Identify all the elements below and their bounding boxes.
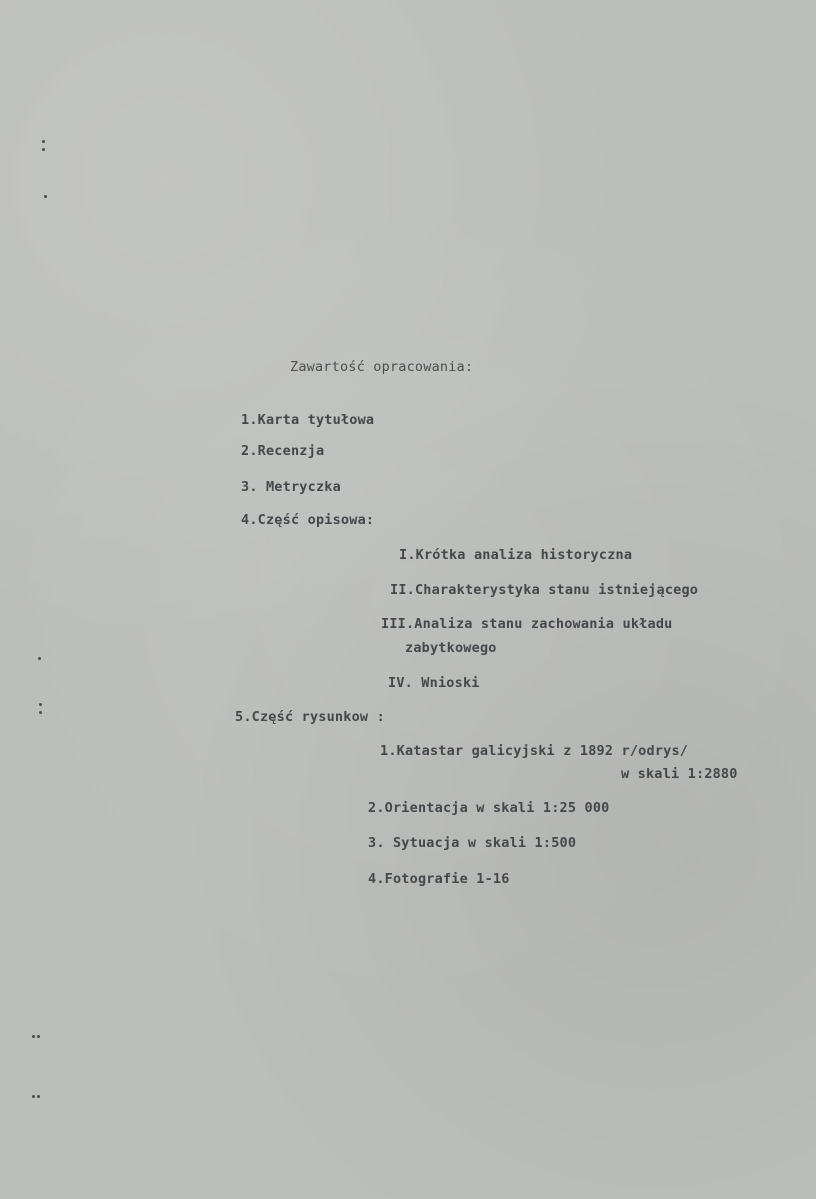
subitem-conclusions: IV. Wnioski	[388, 675, 480, 691]
subitem-preservation-analysis-cont: zabytkowego	[405, 640, 497, 656]
list-item-descriptive-part: 4.Część opisowa:	[241, 512, 375, 528]
document-heading: Zawartość opracowania:	[290, 359, 474, 375]
list-item-review: 2.Recenzja	[241, 443, 325, 459]
subitem-current-state: II.Charakterystyka stanu istniejącego	[390, 582, 699, 598]
list-item-title-page: 1.Karta tytułowa	[241, 412, 375, 428]
list-item-drawings-part: 5.Część rysunkow :	[235, 709, 385, 725]
binding-mark	[42, 148, 45, 151]
subitem-preservation-analysis: III.Analiza stanu zachowania układu	[381, 616, 673, 632]
binding-mark	[42, 140, 45, 143]
binding-mark	[44, 195, 47, 198]
subitem-orientation: 2.Orientacja w skali 1:25 000	[368, 800, 610, 816]
binding-mark	[32, 1095, 35, 1098]
subitem-cadastre-scale: w skali 1:2880	[621, 766, 738, 782]
subitem-photographs: 4.Fotografie 1-16	[368, 871, 510, 887]
binding-mark	[39, 703, 42, 706]
binding-mark	[39, 711, 42, 714]
binding-mark	[37, 1095, 40, 1098]
subitem-cadastre: 1.Katastar galicyjski z 1892 r/odrys/	[380, 743, 689, 759]
binding-mark	[38, 657, 41, 660]
binding-mark	[32, 1035, 35, 1038]
subitem-situation: 3. Sytuacja w skali 1:500	[368, 835, 577, 851]
list-item-metrics: 3. Metryczka	[241, 479, 341, 495]
subitem-historical-analysis: I.Krótka analiza historyczna	[399, 547, 633, 563]
binding-mark	[37, 1035, 40, 1038]
